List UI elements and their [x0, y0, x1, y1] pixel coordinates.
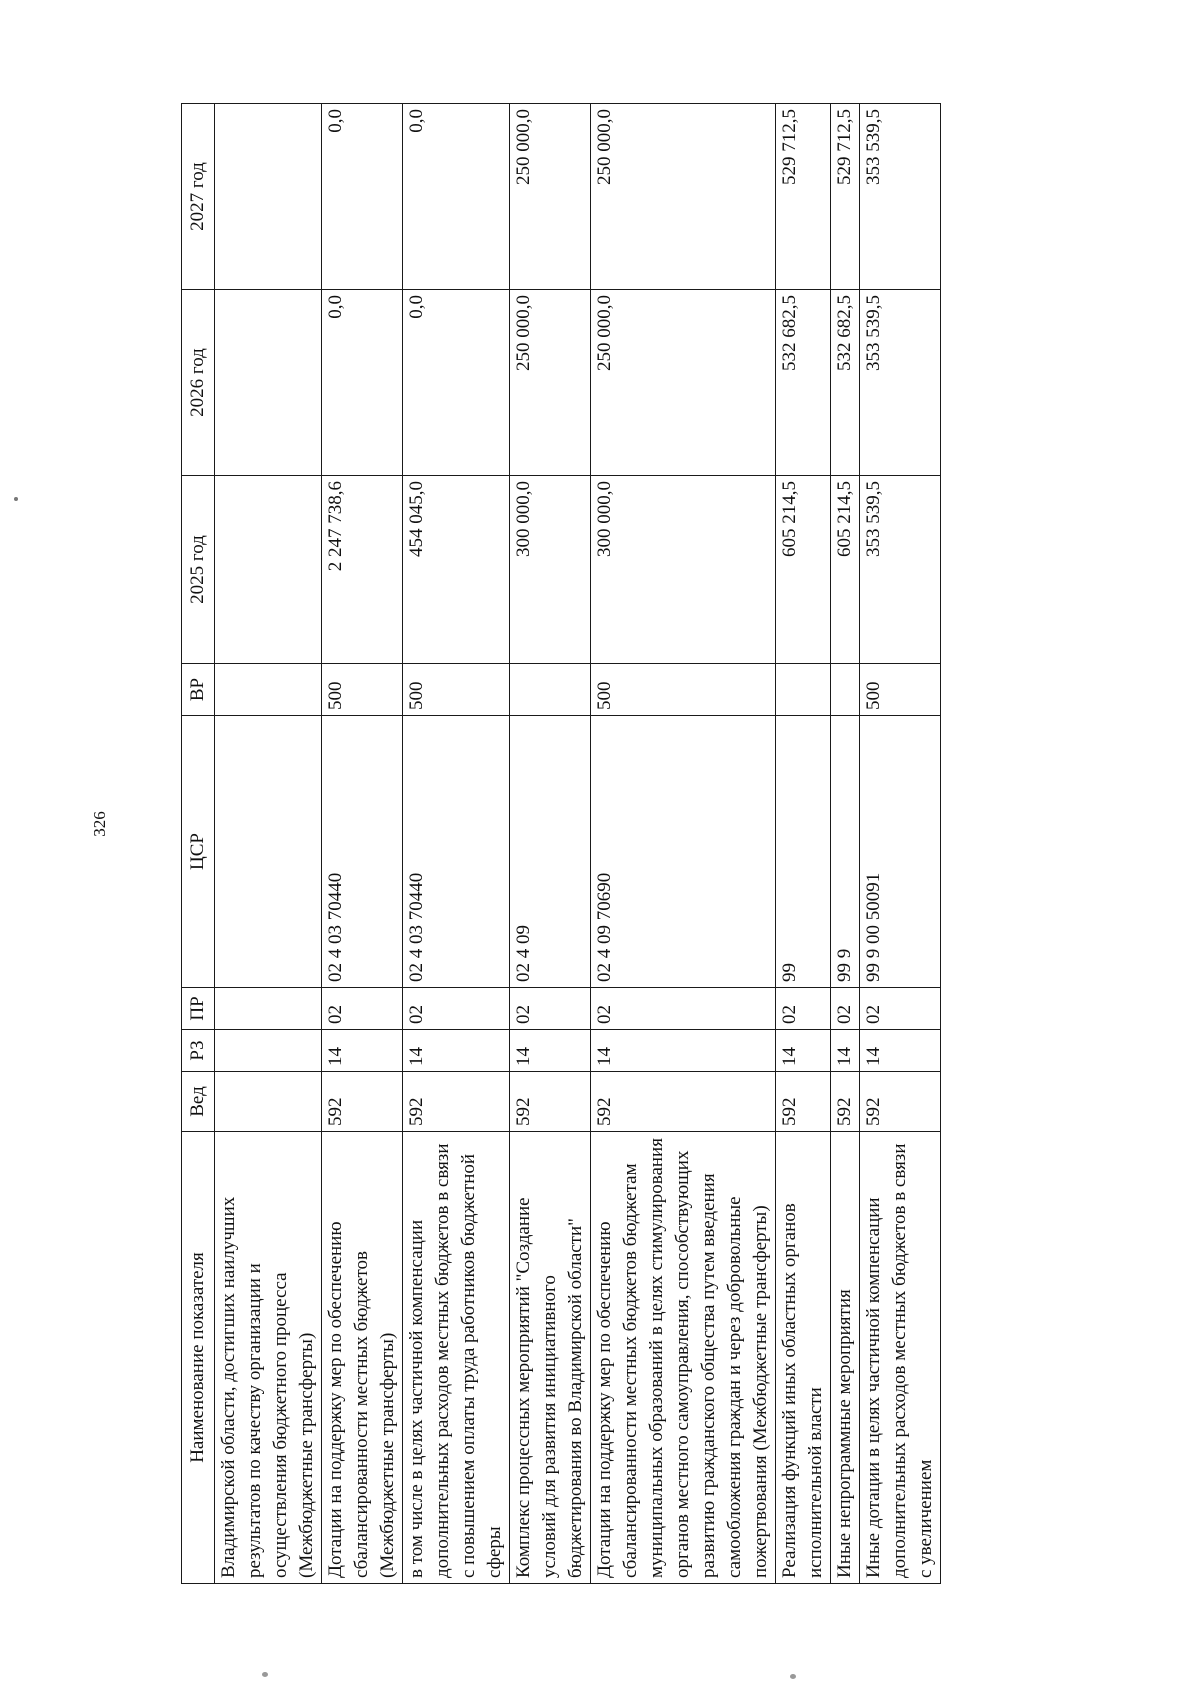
cell-pr: 02 [860, 988, 941, 1030]
cell-vr: 500 [322, 664, 403, 716]
cell-ved: 592 [776, 1072, 831, 1132]
header-name: Наименование показателя [182, 1132, 215, 1584]
cell-ved: 592 [322, 1072, 403, 1132]
header-ved: Вед [182, 1072, 215, 1132]
cell-2025 [215, 476, 322, 664]
header-2026: 2026 год [182, 290, 215, 476]
cell-2027: 529 712,5 [831, 104, 860, 290]
cell-pr: 02 [510, 988, 591, 1030]
table-row [510, 104, 591, 1584]
header-2027: 2027 год [182, 104, 215, 290]
table-row [831, 104, 860, 1584]
cell-vr [215, 664, 322, 716]
cell-csr: 02 4 09 70690 [591, 716, 776, 988]
table-row [215, 104, 322, 1584]
table-row [591, 104, 776, 1584]
cell-name: Реализация функций иных областных органов исполнительной власти [776, 1132, 831, 1584]
scan-speck [790, 1674, 796, 1679]
cell-2027 [215, 104, 322, 290]
cell-pr: 02 [403, 988, 510, 1030]
cell-name: Иные непрограммные мероприятия [831, 1132, 860, 1584]
header-2025: 2025 год [182, 476, 215, 664]
scan-speck [14, 497, 18, 501]
cell-pr: 02 [591, 988, 776, 1030]
cell-2025: 454 045,0 [403, 476, 510, 664]
cell-rz [215, 1030, 322, 1072]
header-pr: ПР [182, 988, 215, 1030]
cell-pr: 02 [322, 988, 403, 1030]
table-header-row [182, 104, 215, 1584]
cell-pr: 02 [776, 988, 831, 1030]
cell-2027: 0,0 [403, 104, 510, 290]
cell-vr: 500 [860, 664, 941, 716]
cell-2025: 605 214,5 [831, 476, 860, 664]
cell-vr [510, 664, 591, 716]
cell-2025: 300 000,0 [591, 476, 776, 664]
cell-2026: 532 682,5 [831, 290, 860, 476]
cell-2026: 532 682,5 [776, 290, 831, 476]
cell-rz: 14 [403, 1030, 510, 1072]
budget-table [181, 103, 941, 1584]
cell-name: Дотации на поддержку мер по обеспечению сбалансированности местных бюджетов бюджетам муниципальных образований в целях стимулирования органов местного самоуправления, способствующих развитию гражданского общества путем введения самообложения граждан и через добровольные пожертвования (Межбюджетные трансферты) [591, 1132, 776, 1584]
header-csr: ЦСР [182, 716, 215, 988]
cell-name: Иные дотации в целях частичной компенсации дополнительных расходов местных бюджетов в связи с увеличением [860, 1132, 941, 1584]
cell-rz: 14 [860, 1030, 941, 1072]
cell-2025: 605 214,5 [776, 476, 831, 664]
cell-rz: 14 [831, 1030, 860, 1072]
header-rz: РЗ [182, 1030, 215, 1072]
cell-csr: 02 4 03 70440 [403, 716, 510, 988]
cell-name: Комплекс процессных мероприятий "Создание условий для развития инициативного бюджетирования во Владимирской области" [510, 1132, 591, 1584]
cell-csr: 99 9 [831, 716, 860, 988]
scan-speck [262, 1672, 268, 1677]
cell-csr [215, 716, 322, 988]
cell-name: Дотации на поддержку мер по обеспечению сбалансированности местных бюджетов (Межбюджетные трансферты) [322, 1132, 403, 1584]
cell-2025: 2 247 738,6 [322, 476, 403, 664]
table-row [860, 104, 941, 1584]
cell-2025: 353 539,5 [860, 476, 941, 664]
cell-ved: 592 [510, 1072, 591, 1132]
cell-csr: 99 [776, 716, 831, 988]
cell-2026: 250 000,0 [510, 290, 591, 476]
cell-2027: 529 712,5 [776, 104, 831, 290]
table-row [322, 104, 403, 1584]
cell-2026: 0,0 [403, 290, 510, 476]
cell-2027: 250 000,0 [510, 104, 591, 290]
cell-rz: 14 [322, 1030, 403, 1072]
cell-vr [831, 664, 860, 716]
cell-2026: 250 000,0 [591, 290, 776, 476]
cell-2027: 0,0 [322, 104, 403, 290]
cell-2026: 0,0 [322, 290, 403, 476]
cell-ved: 592 [860, 1072, 941, 1132]
cell-name: Владимирской области, достигших наилучших результатов по качеству организации и осуществления бюджетного процесса (Межбюджетные трансферты) [215, 1132, 322, 1584]
cell-2026 [215, 290, 322, 476]
cell-rz: 14 [591, 1030, 776, 1072]
cell-pr: 02 [831, 988, 860, 1030]
cell-vr: 500 [403, 664, 510, 716]
cell-csr: 02 4 03 70440 [322, 716, 403, 988]
cell-2025: 300 000,0 [510, 476, 591, 664]
cell-ved: 592 [831, 1072, 860, 1132]
page-number: 326 [90, 811, 109, 837]
table-row [776, 104, 831, 1584]
cell-vr: 500 [591, 664, 776, 716]
cell-csr: 02 4 09 [510, 716, 591, 988]
cell-ved [215, 1072, 322, 1132]
header-vr: ВР [182, 664, 215, 716]
cell-ved: 592 [591, 1072, 776, 1132]
cell-vr [776, 664, 831, 716]
cell-ved: 592 [403, 1072, 510, 1132]
cell-2027: 250 000,0 [591, 104, 776, 290]
cell-rz: 14 [510, 1030, 591, 1072]
cell-pr [215, 988, 322, 1030]
cell-name: в том числе в целях частичной компенсации дополнительных расходов местных бюджетов в связи с повышением оплаты труда работников бюджетной сферы [403, 1132, 510, 1584]
cell-2027: 353 539,5 [860, 104, 941, 290]
rotated-table-container [181, 104, 1103, 1584]
cell-csr: 99 9 00 50091 [860, 716, 941, 988]
cell-2026: 353 539,5 [860, 290, 941, 476]
table-row [403, 104, 510, 1584]
cell-rz: 14 [776, 1030, 831, 1072]
